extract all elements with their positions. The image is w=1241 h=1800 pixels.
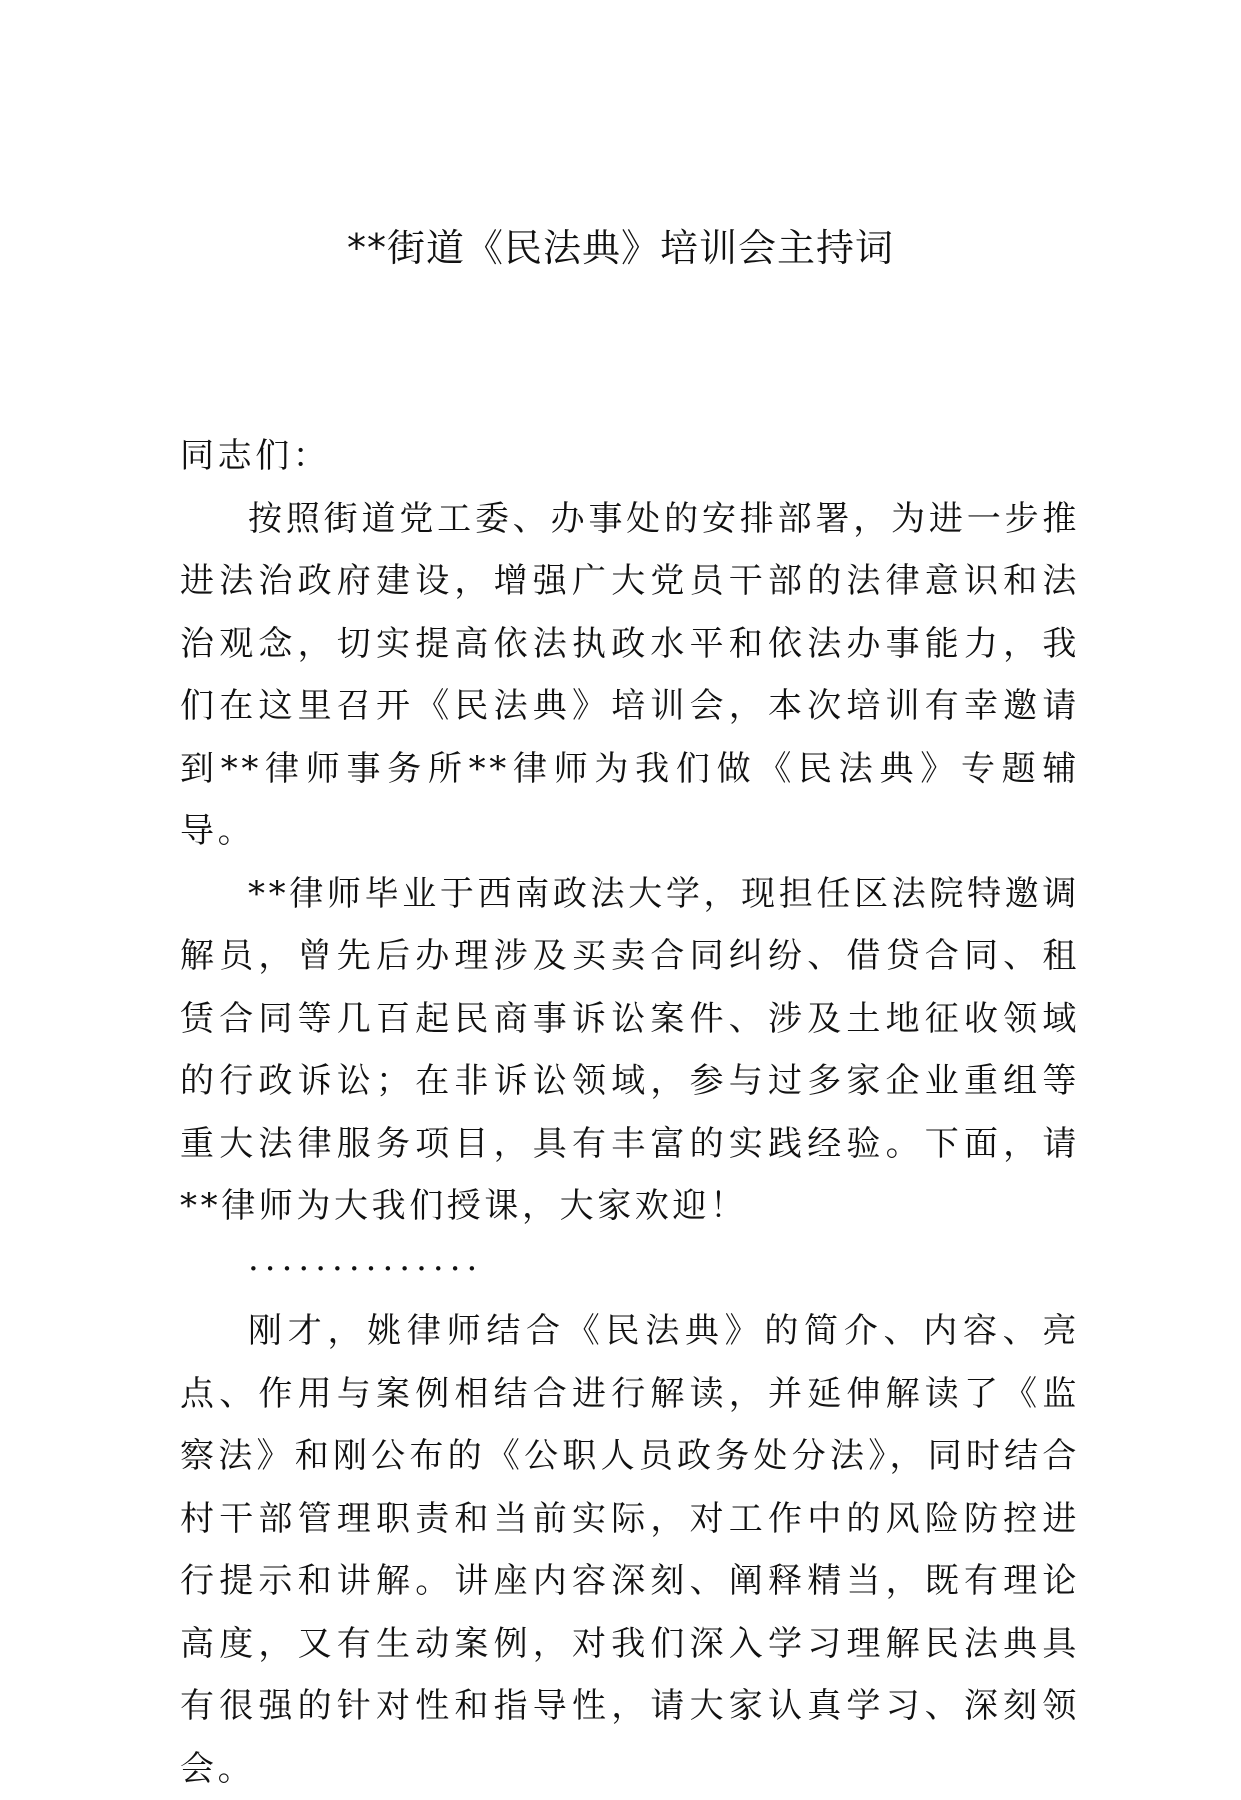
paragraph-intro: 按照街道党工委、办事处的安排部署，为进一步推进法治政府建设，增强广大党员干部的法律意识和法治观念，切实提高依法执政水平和依法办事能力，我们在这里召开《民法典》培训会，本次培训有幸邀请到**律师事务所**律师为我们做《民法典》专题辅导。 <box>180 498 1080 851</box>
section-separator: ·············· <box>248 1248 484 1289</box>
paragraph-lawyer-bio: **律师毕业于西南政法大学，现担任区法院特邀调解员，曾先后办理涉及买卖合同纠纷、借贷合同、租赁合同等几百起民商事诉讼案件、涉及土地征收领域的行政诉讼；在非诉讼领域，参与过多家企业重组等重大法律服务项目，具有丰富的实践经验。下面，请**律师为大我们授课，大家欢迎！ <box>180 873 1080 1226</box>
salutation: 同志们： <box>180 436 331 476</box>
document-title: **街道《民法典》培训会主持词 <box>346 226 894 270</box>
paragraph-closing: 刚才，姚律师结合《民法典》的简介、内容、亮点、作用与案例相结合进行解读，并延伸解读了《监察法》和刚公布的《公职人员政务处分法》，同时结合村干部管理职责和当前实际，对工作中的风险防控进行提示和讲解。讲座内容深刻、阐释精当，既有理论高度，又有生动案例，对我们深入学习理解民法典具有很强的针对性和指导性，请大家认真学习、深刻领会。 <box>180 1311 1080 1789</box>
document-body <box>180 425 1080 1800</box>
